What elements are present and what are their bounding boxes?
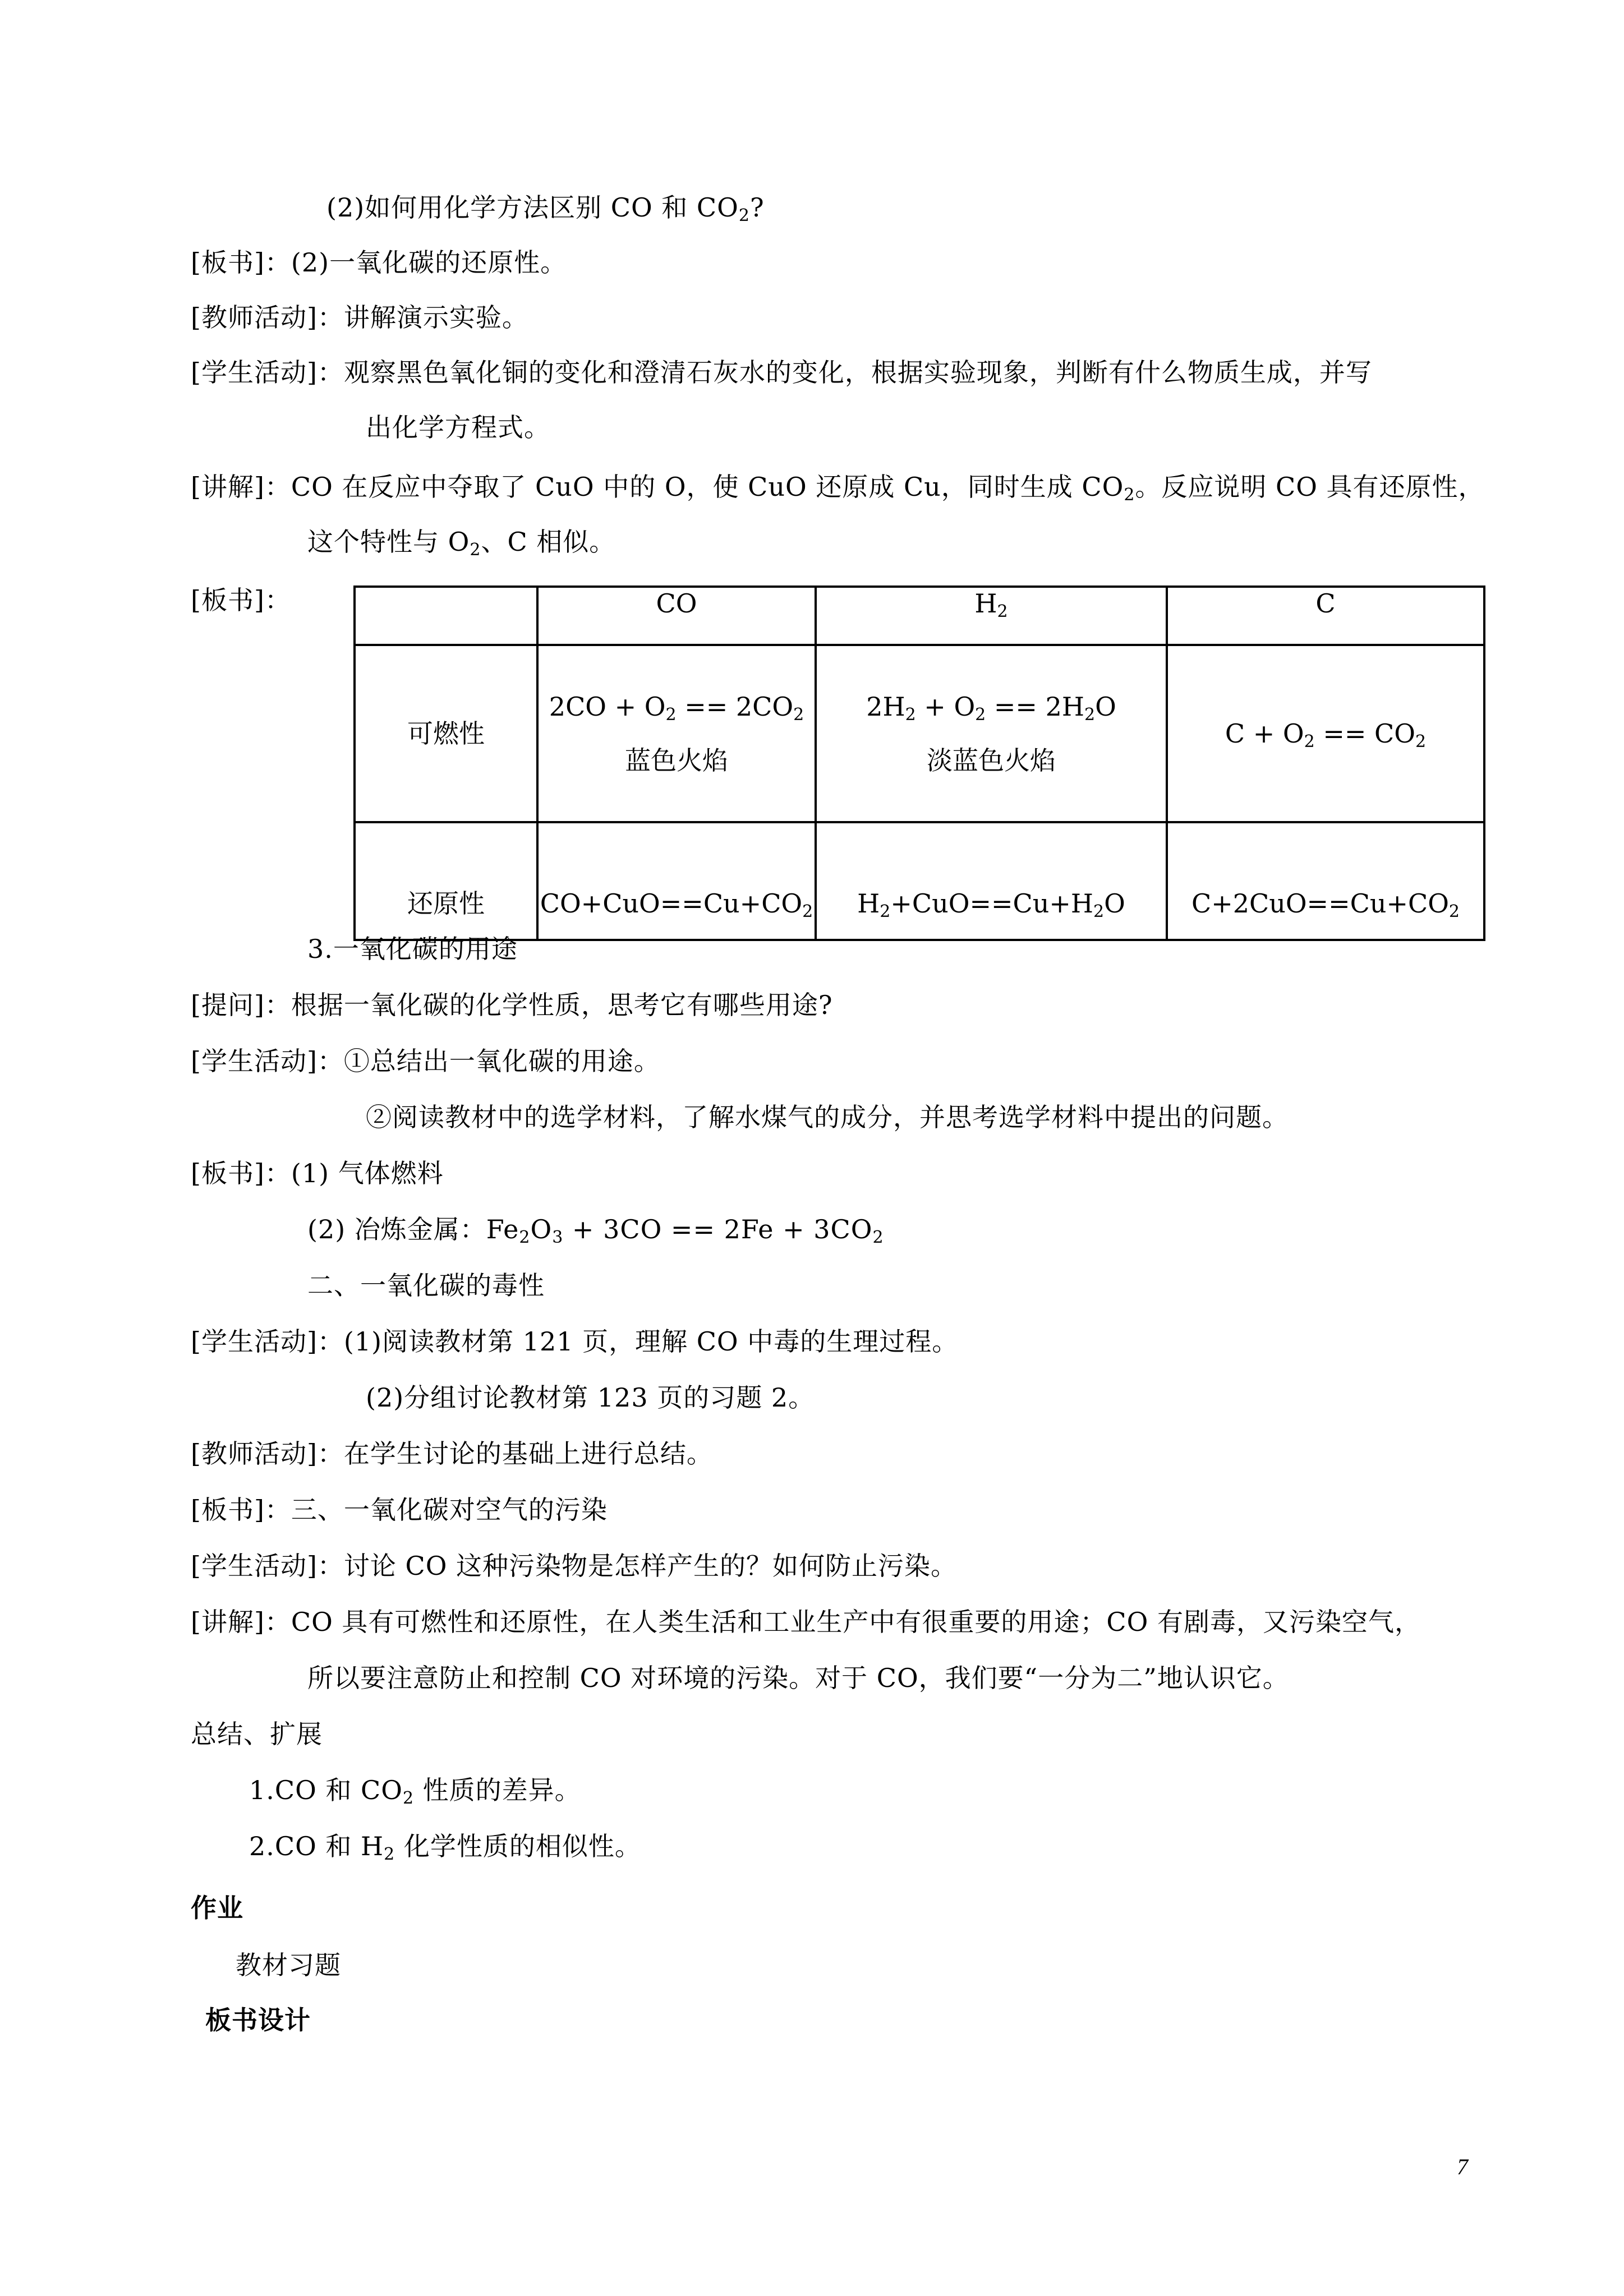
header-cell-c: [1167, 587, 1484, 645]
explanation-reduction: [191, 470, 1485, 504]
equation: [1191, 888, 1460, 919]
table-row-reducibility: [355, 822, 1484, 940]
line-text: 板书设计: [205, 2005, 311, 2035]
formula: H: [857, 888, 880, 919]
line-text: 出化学方程式。: [366, 412, 550, 442]
section-label: [学生活动]：: [191, 357, 344, 388]
formula: + O: [915, 691, 976, 722]
formula: CO+CuO==Cu+CO: [540, 888, 803, 919]
section-label: [板书]：: [191, 585, 291, 615]
cell-c-reduction: [1167, 822, 1484, 940]
student-activity-summarize: [191, 1044, 660, 1078]
line-text: 二、一氧化碳的毒性: [307, 1270, 545, 1301]
explanation-co-properties: [191, 1605, 1421, 1639]
formula: O: [1095, 691, 1116, 722]
section-heading-summary: [191, 1717, 323, 1751]
board-note-metallurgy: [307, 1212, 884, 1246]
cell-text: 可燃性: [407, 718, 485, 749]
line-text: (2) 冶炼金属：Fe: [307, 1214, 519, 1244]
section-label: [提问]：: [191, 990, 291, 1020]
subscript: 2: [793, 705, 804, 725]
section-label: [板书]：: [191, 1158, 291, 1188]
header-cell-h2: [816, 587, 1167, 645]
section-label: [讲解]：: [191, 1607, 291, 1637]
subscript: 2: [470, 540, 481, 560]
formula: C+2CuO==Cu+CO: [1191, 888, 1449, 919]
cell-h2-combustion: [816, 645, 1167, 822]
student-activity-reading: [366, 1100, 1289, 1134]
explanation-reduction-cont: [307, 525, 615, 559]
line-text: 所以要注意防止和控制 CO 对环境的污染。对于 CO，我们要“一分为二”地认识它。: [307, 1663, 1289, 1693]
formula: 2CO + O: [549, 691, 666, 722]
section-label: [板书]：: [191, 1495, 291, 1525]
summary-item-1: [249, 1773, 581, 1807]
line-text: 1.CO 和 CO: [249, 1775, 403, 1805]
header-cell-co: [537, 587, 816, 645]
page-number: 7: [1457, 2154, 1468, 2179]
flame-note: 淡蓝色火焰: [927, 745, 1056, 776]
formula: C: [1315, 588, 1336, 619]
cell-text: 还原性: [407, 888, 485, 919]
line-text: 性质的差异。: [414, 1775, 581, 1805]
board-table-label: [191, 583, 291, 617]
section-heading-board-design: [205, 2003, 311, 2037]
line-text: 教材习题: [236, 1950, 341, 1980]
subscript: 2: [519, 1228, 531, 1247]
line-text: 这个特性与 O: [307, 527, 470, 557]
subscript: 2: [1093, 902, 1105, 921]
subscript: 2: [1084, 705, 1096, 725]
question-line-distinguish-co-co2: [326, 191, 765, 224]
section-label: [板书]：: [191, 247, 291, 278]
formula: H: [974, 588, 997, 619]
subscript: 2: [1448, 902, 1460, 921]
cell-text: [974, 588, 1007, 619]
subscript: 2: [1415, 732, 1427, 751]
cell-c-combustion: [1167, 645, 1484, 822]
section-label: [学生活动]：: [191, 1551, 344, 1581]
line-text: (1) 气体燃料: [291, 1158, 444, 1188]
section-label: [教师活动]：: [191, 1439, 344, 1469]
table-header-row: [355, 587, 1484, 645]
line-text: CO 具有可燃性和还原性，在人类生活和工业生产中有很重要的用途；CO 有剧毒，又污染空气，: [291, 1607, 1421, 1637]
formula: O: [1104, 888, 1125, 919]
line-text: 讨论 CO 这种污染物是怎样产生的？如何防止污染。: [343, 1551, 958, 1581]
line-text: (2)一氧化碳的还原性。: [291, 247, 567, 278]
line-text: (2)分组讨论教材第 123 页的习题 2。: [366, 1382, 815, 1413]
formula: == CO: [1314, 718, 1415, 749]
subscript: 2: [402, 1788, 415, 1808]
student-activity-observe: [191, 356, 1372, 389]
subscript: 3: [552, 1228, 564, 1247]
subscript: 2: [1124, 485, 1135, 505]
line-text: + 3CO == 2Fe + 3CO: [563, 1214, 873, 1244]
equation: [857, 888, 1125, 919]
row-label-combustibility: [355, 645, 537, 822]
subscript: 2: [872, 1228, 884, 1247]
formula: CO: [656, 588, 697, 619]
cell-co-combustion: [537, 645, 816, 822]
section-heading-uses: [307, 932, 518, 966]
line-text: CO 在反应中夺取了 CuO 中的 O，使 CuO 还原成 Cu，同时生成 CO: [291, 472, 1124, 502]
line-text: 根据一氧化碳的化学性质，思考它有哪些用途?: [291, 990, 833, 1020]
cell-text: [656, 588, 697, 619]
line-text: 化学性质的相似性。: [395, 1831, 641, 1861]
property-comparison-table: [353, 585, 1485, 941]
section-label: [教师活动]：: [191, 302, 344, 333]
line-text: (1)阅读教材第 121 页，理解 CO 中毒的生理过程。: [343, 1326, 959, 1357]
cell-text: [1315, 588, 1335, 619]
line-text: 3.一氧化碳的用途: [307, 934, 518, 964]
line-text: 三、一氧化碳对空气的污染: [291, 1495, 608, 1525]
line-text: 作业: [191, 1893, 243, 1923]
cell-h2-reduction: [816, 822, 1167, 940]
line-text: 观察黑色氧化铜的变化和澄清石灰水的变化，根据实验现象，判断有什么物质生成，并写: [343, 357, 1372, 388]
student-activity-observe-cont: [366, 411, 550, 444]
line-text: (2)如何用化学方法区别 CO 和 CO: [326, 192, 739, 223]
subscript: 2: [1304, 732, 1315, 751]
subscript: 2: [384, 1845, 395, 1864]
summary-item-2: [249, 1829, 641, 1863]
line-text: 总结、扩展: [191, 1719, 323, 1749]
explanation-co-properties-cont: [307, 1661, 1289, 1695]
subscript: 2: [665, 705, 677, 725]
homework-item: [236, 1948, 341, 1982]
table-row-combustibility: [355, 645, 1484, 822]
formula: C + O: [1225, 718, 1304, 749]
line-text: ?: [749, 192, 765, 223]
line-text: O: [530, 1214, 553, 1244]
section-heading-toxicity: [307, 1269, 545, 1302]
subscript: 2: [880, 902, 891, 921]
student-activity-discuss-p123: [366, 1381, 815, 1414]
line-text: 、C 相似。: [481, 527, 616, 557]
row-label-reducibility: [355, 822, 537, 940]
line-text: ②阅读教材中的选学材料，了解水煤气的成分，并思考选学材料中提出的问题。: [366, 1102, 1289, 1132]
question-uses: [191, 988, 833, 1022]
equation: [817, 680, 1166, 734]
line-text: 。反应说明 CO 具有还原性，: [1135, 472, 1485, 502]
equation: [1168, 707, 1483, 760]
section-heading-homework: [191, 1891, 243, 1925]
board-note-gas-fuel: [191, 1156, 444, 1190]
subscript: 2: [997, 602, 1008, 621]
section-label: [学生活动]：: [191, 1046, 344, 1076]
subscript: 2: [802, 902, 813, 921]
board-note-reducibility: [191, 246, 567, 279]
section-label: [学生活动]：: [191, 1326, 344, 1357]
subscript: 2: [905, 705, 916, 725]
student-activity-pollution-discussion: [191, 1549, 957, 1583]
subscript: 2: [738, 206, 750, 225]
line-text: 讲解演示实验。: [343, 302, 528, 333]
equation: [540, 888, 813, 919]
line-text: ①总结出一氧化碳的用途。: [343, 1046, 660, 1076]
board-note-pollution: [191, 1493, 608, 1527]
teacher-activity-summary: [191, 1437, 713, 1470]
line-text: 2.CO 和 H: [249, 1831, 384, 1861]
section-label: [讲解]：: [191, 472, 291, 502]
formula: == 2H: [986, 691, 1084, 722]
line-text: 在学生讨论的基础上进行总结。: [343, 1439, 713, 1469]
flame-note: 蓝色火焰: [625, 745, 728, 776]
teacher-activity-demo: [191, 301, 528, 334]
cell-co-reduction: [537, 822, 816, 940]
header-cell-empty: [355, 587, 537, 645]
subscript: 2: [975, 705, 986, 725]
formula: +CuO==Cu+H: [890, 888, 1094, 919]
student-activity-read-p121: [191, 1325, 958, 1358]
formula: 2H: [866, 691, 905, 722]
formula: == 2CO: [676, 691, 794, 722]
equation: [539, 680, 815, 734]
